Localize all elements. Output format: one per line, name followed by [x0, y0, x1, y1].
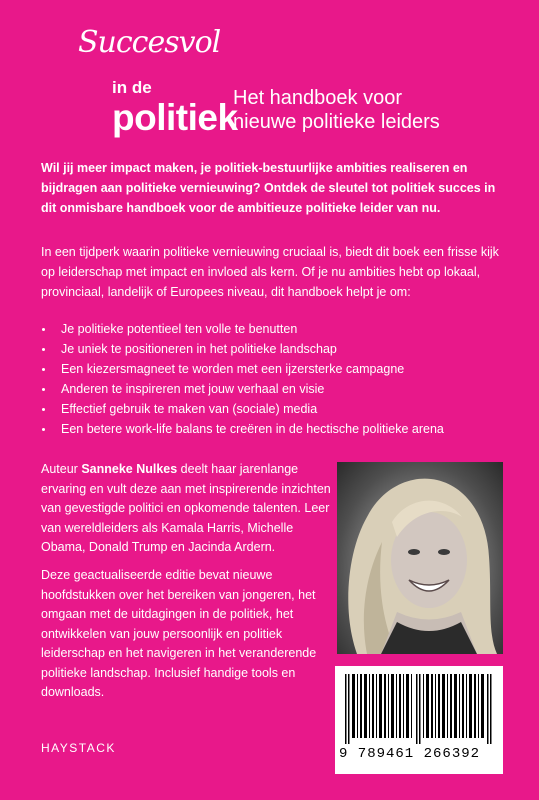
author-portrait-illustration [337, 462, 503, 654]
edition-paragraph: Deze geactualiseerde editie bevat nieuwe hoofdstukken over het bereiken van jongeren, het omgaan met de uitdagingen in de politiek, het ontwikkelen van jouw persoonlijk en politiek leiderschap en het navigeren in het veranderende politieke landschap. Inclusief handige tools en downloads. [41, 568, 317, 699]
list-item: Een kiezersmagneet te worden met een ijzersterke campagne [41, 359, 511, 379]
subtitle-line-1: Het handboek voor [233, 87, 403, 109]
list-item: Een betere work-life balans te creëren in de hectische politieke arena [41, 419, 511, 439]
author-photo [337, 462, 503, 654]
list-item: Je uniek te positioneren in het politieke landschap [41, 339, 511, 359]
author-name: Sanneke Nulkes [81, 462, 178, 476]
list-item: Anderen te inspireren met jouw verhaal en visie [41, 379, 511, 399]
barcode-icon [343, 674, 495, 744]
benefits-list [41, 319, 511, 439]
publisher-logo: HAYSTACK [41, 741, 116, 755]
intro-paragraph: Wil jij meer impact maken, je politiek-bestuurlijke ambities realiseren en bijdragen aan politieke vernieuwing? Ontdek de sleutel tot politiek succes in dit onmisbare handboek voor de ambitieuze politieke leider van nu. [41, 161, 496, 215]
author-paragraph [41, 460, 331, 558]
subtitle-line-2: nieuwe politieke leiders [233, 111, 440, 133]
isbn-number: 9 789461 266392 [339, 746, 481, 762]
isbn-barcode [335, 666, 503, 774]
logo-in-de-text: in de [112, 78, 152, 97]
author-prefix: Auteur [41, 462, 82, 476]
list-item: Effectief gebruik te maken van (sociale) media [41, 399, 511, 419]
logo-politiek-text: politiek [112, 97, 238, 138]
logo-script-text: Succesvol [78, 25, 221, 60]
subtitle [233, 86, 440, 134]
description-paragraph: In een tijdperk waarin politieke vernieuwing cruciaal is, biedt dit boek een frisse kijk op leiderschap met impact en invloed als kern. Of je nu ambities hebt op lokaal, provinciaal, landelijk of Europees niveau, dit handboek helpt je om: [41, 245, 499, 299]
author-text: deelt haar jarenlange ervaring en vult deze aan met inspirerende inzichten van gevestigde politici en opkomende talenten. Leer van wereldleiders als Kamala Harris, Michelle Obama, Donald Trump en Jacinda Ardern. [41, 462, 331, 554]
list-item: Je politieke potentieel ten volle te benutten [41, 319, 511, 339]
